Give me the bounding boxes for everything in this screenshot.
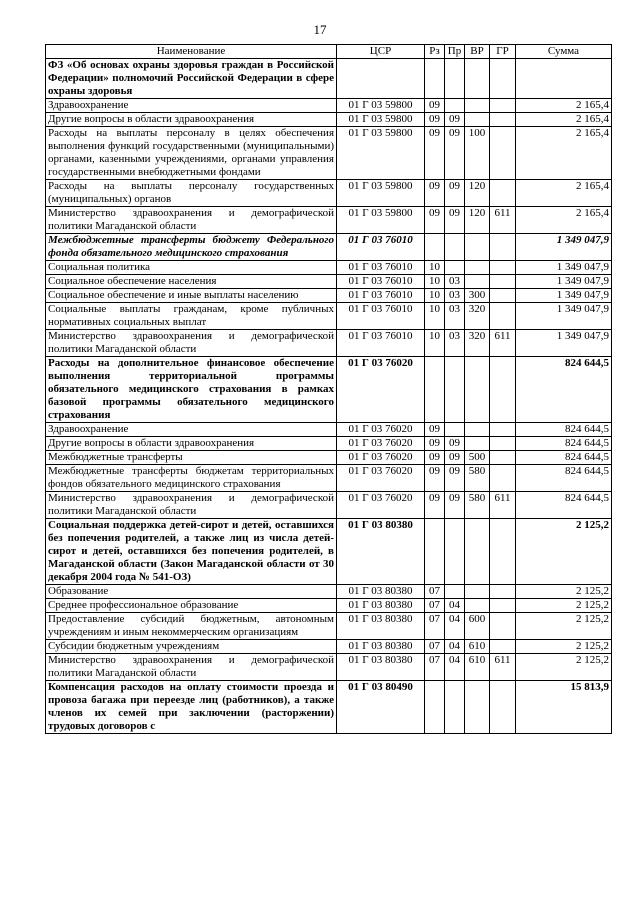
- table-row: [46, 681, 612, 734]
- row-vr-cell: 320: [465, 303, 490, 330]
- table-row: [46, 437, 612, 451]
- table-row: [46, 99, 612, 113]
- row-pr-cell: [445, 519, 465, 585]
- row-vr-cell: [465, 59, 490, 99]
- row-csr-cell: 01 Г 03 80380: [337, 519, 425, 585]
- header-gr: ГР: [490, 45, 516, 59]
- row-pr-cell: 09: [445, 492, 465, 519]
- row-gr-cell: [490, 681, 516, 734]
- table-row: [46, 613, 612, 640]
- row-csr-cell: 01 Г 03 80380: [337, 613, 425, 640]
- row-gr-cell: [490, 275, 516, 289]
- row-vr-cell: 500: [465, 451, 490, 465]
- row-rz-cell: 09: [425, 492, 445, 519]
- row-gr-cell: [490, 261, 516, 275]
- row-sum-cell: 2 125,2: [516, 613, 612, 640]
- row-rz-cell: 10: [425, 275, 445, 289]
- row-csr-cell: 01 Г 03 76020: [337, 451, 425, 465]
- row-vr-cell: [465, 599, 490, 613]
- table-row: [46, 303, 612, 330]
- row-rz-cell: [425, 234, 445, 261]
- row-sum-cell: 2 125,2: [516, 640, 612, 654]
- row-name-cell: Расходы на дополнительное финансовое обеспечение выполнения территориальной программы обязательного медицинского страхования в рамках базовой программы обязательного медицинского страхования: [46, 357, 337, 423]
- row-vr-cell: [465, 275, 490, 289]
- row-csr-cell: 01 Г 03 80380: [337, 599, 425, 613]
- row-sum-cell: 2 165,4: [516, 99, 612, 113]
- row-pr-cell: 04: [445, 654, 465, 681]
- row-gr-cell: 611: [490, 492, 516, 519]
- row-gr-cell: [490, 613, 516, 640]
- row-csr-cell: 01 Г 03 80380: [337, 640, 425, 654]
- row-gr-cell: 611: [490, 654, 516, 681]
- row-sum-cell: [516, 59, 612, 99]
- row-gr-cell: [490, 585, 516, 599]
- row-sum-cell: 1 349 047,9: [516, 234, 612, 261]
- row-gr-cell: [490, 180, 516, 207]
- row-vr-cell: [465, 519, 490, 585]
- row-name-cell: Социальные выплаты гражданам, кроме публичных нормативных социальных выплат: [46, 303, 337, 330]
- row-rz-cell: 09: [425, 423, 445, 437]
- table-row: [46, 289, 612, 303]
- row-name-cell: ФЗ «Об основах охраны здоровья граждан в Российской Федерации» полномочий Российской Федерации в сфере охраны здоровья: [46, 59, 337, 99]
- row-rz-cell: 09: [425, 127, 445, 180]
- row-name-cell: Здравоохранение: [46, 99, 337, 113]
- row-pr-cell: [445, 423, 465, 437]
- table-row: [46, 599, 612, 613]
- row-vr-cell: 120: [465, 180, 490, 207]
- row-rz-cell: 07: [425, 654, 445, 681]
- row-sum-cell: 1 349 047,9: [516, 275, 612, 289]
- row-vr-cell: [465, 113, 490, 127]
- row-rz-cell: 10: [425, 330, 445, 357]
- row-pr-cell: 09: [445, 437, 465, 451]
- row-sum-cell: 824 644,5: [516, 437, 612, 451]
- row-pr-cell: 09: [445, 451, 465, 465]
- row-vr-cell: [465, 681, 490, 734]
- row-rz-cell: [425, 59, 445, 99]
- row-rz-cell: 07: [425, 599, 445, 613]
- row-vr-cell: 580: [465, 492, 490, 519]
- row-gr-cell: [490, 59, 516, 99]
- row-gr-cell: [490, 465, 516, 492]
- row-vr-cell: 300: [465, 289, 490, 303]
- row-csr-cell: 01 Г 03 76020: [337, 492, 425, 519]
- row-rz-cell: 07: [425, 640, 445, 654]
- row-csr-cell: 01 Г 03 76010: [337, 261, 425, 275]
- row-name-cell: Образование: [46, 585, 337, 599]
- row-pr-cell: 03: [445, 330, 465, 357]
- row-csr-cell: 01 Г 03 76010: [337, 275, 425, 289]
- budget-table: [45, 44, 612, 734]
- row-vr-cell: 120: [465, 207, 490, 234]
- header-csr: ЦСР: [337, 45, 425, 59]
- row-sum-cell: 1 349 047,9: [516, 261, 612, 275]
- table-row: [46, 261, 612, 275]
- row-name-cell: Предоставление субсидий бюджетным, автономным учреждениям и иным некоммерческим организациям: [46, 613, 337, 640]
- row-sum-cell: 824 644,5: [516, 357, 612, 423]
- row-sum-cell: 2 125,2: [516, 599, 612, 613]
- row-vr-cell: [465, 234, 490, 261]
- row-csr-cell: 01 Г 03 59800: [337, 180, 425, 207]
- row-name-cell: Среднее профессиональное образование: [46, 599, 337, 613]
- row-pr-cell: 09: [445, 180, 465, 207]
- row-vr-cell: [465, 261, 490, 275]
- row-sum-cell: 2 125,2: [516, 519, 612, 585]
- row-vr-cell: [465, 99, 490, 113]
- row-name-cell: Здравоохранение: [46, 423, 337, 437]
- row-pr-cell: [445, 357, 465, 423]
- table-row: [46, 59, 612, 99]
- row-sum-cell: 2 165,4: [516, 207, 612, 234]
- row-sum-cell: 1 349 047,9: [516, 330, 612, 357]
- table-row: [46, 465, 612, 492]
- row-rz-cell: 09: [425, 465, 445, 492]
- row-pr-cell: 09: [445, 127, 465, 180]
- row-gr-cell: [490, 234, 516, 261]
- row-gr-cell: [490, 423, 516, 437]
- row-sum-cell: 824 644,5: [516, 492, 612, 519]
- row-csr-cell: 01 Г 03 76020: [337, 423, 425, 437]
- row-sum-cell: 15 813,9: [516, 681, 612, 734]
- row-gr-cell: [490, 289, 516, 303]
- row-rz-cell: 07: [425, 613, 445, 640]
- row-pr-cell: [445, 99, 465, 113]
- row-pr-cell: 03: [445, 303, 465, 330]
- table-row: [46, 234, 612, 261]
- row-csr-cell: 01 Г 03 76010: [337, 234, 425, 261]
- table-row: [46, 275, 612, 289]
- table-row: [46, 585, 612, 599]
- row-sum-cell: 2 165,4: [516, 127, 612, 180]
- row-pr-cell: 03: [445, 275, 465, 289]
- row-csr-cell: 01 Г 03 76010: [337, 330, 425, 357]
- row-rz-cell: 09: [425, 99, 445, 113]
- row-name-cell: Межбюджетные трансферты бюджету Федерального фонда обязательного медицинского страхования: [46, 234, 337, 261]
- row-rz-cell: 09: [425, 437, 445, 451]
- table-row: [46, 127, 612, 180]
- row-rz-cell: 09: [425, 180, 445, 207]
- row-pr-cell: 03: [445, 289, 465, 303]
- row-pr-cell: [445, 681, 465, 734]
- row-rz-cell: [425, 519, 445, 585]
- row-gr-cell: 611: [490, 330, 516, 357]
- table-body: [46, 59, 612, 734]
- row-csr-cell: 01 Г 03 76010: [337, 303, 425, 330]
- row-vr-cell: 610: [465, 654, 490, 681]
- header-sum: Сумма: [516, 45, 612, 59]
- row-vr-cell: 600: [465, 613, 490, 640]
- row-name-cell: Министерство здравоохранения и демографической политики Магаданской области: [46, 654, 337, 681]
- row-vr-cell: [465, 437, 490, 451]
- row-gr-cell: [490, 357, 516, 423]
- row-pr-cell: 04: [445, 640, 465, 654]
- header-pr: Пр: [445, 45, 465, 59]
- table-row: [46, 207, 612, 234]
- row-name-cell: Социальное обеспечение населения: [46, 275, 337, 289]
- row-pr-cell: [445, 59, 465, 99]
- row-sum-cell: 1 349 047,9: [516, 289, 612, 303]
- row-gr-cell: [490, 437, 516, 451]
- header-name: Наименование: [46, 45, 337, 59]
- row-pr-cell: [445, 234, 465, 261]
- row-name-cell: Другие вопросы в области здравоохранения: [46, 113, 337, 127]
- table-row: [46, 180, 612, 207]
- row-gr-cell: [490, 113, 516, 127]
- row-name-cell: Субсидии бюджетным учреждениям: [46, 640, 337, 654]
- header-row: [46, 45, 612, 59]
- table-row: [46, 113, 612, 127]
- row-name-cell: Расходы на выплаты персоналу в целях обеспечения выполнения функций государственными (муниципальными) органами, казенными учреждениями, органами управления государственными внебюджетными фондами: [46, 127, 337, 180]
- row-pr-cell: 04: [445, 599, 465, 613]
- row-name-cell: Министерство здравоохранения и демографической политики Магаданской области: [46, 492, 337, 519]
- row-gr-cell: [490, 640, 516, 654]
- row-gr-cell: 611: [490, 207, 516, 234]
- row-gr-cell: [490, 303, 516, 330]
- row-csr-cell: 01 Г 03 59800: [337, 127, 425, 180]
- row-csr-cell: 01 Г 03 59800: [337, 113, 425, 127]
- table-row: [46, 492, 612, 519]
- row-pr-cell: 09: [445, 465, 465, 492]
- row-pr-cell: 04: [445, 613, 465, 640]
- row-vr-cell: [465, 423, 490, 437]
- row-sum-cell: 1 349 047,9: [516, 303, 612, 330]
- table-row: [46, 640, 612, 654]
- row-vr-cell: 320: [465, 330, 490, 357]
- row-csr-cell: 01 Г 03 80380: [337, 654, 425, 681]
- row-csr-cell: 01 Г 03 76020: [337, 357, 425, 423]
- row-csr-cell: 01 Г 03 80380: [337, 585, 425, 599]
- header-rz: Рз: [425, 45, 445, 59]
- row-pr-cell: 09: [445, 113, 465, 127]
- row-rz-cell: [425, 357, 445, 423]
- table-row: [46, 357, 612, 423]
- row-csr-cell: 01 Г 03 59800: [337, 207, 425, 234]
- table-row: [46, 423, 612, 437]
- row-name-cell: Министерство здравоохранения и демографической политики Магаданской области: [46, 330, 337, 357]
- row-pr-cell: [445, 261, 465, 275]
- row-csr-cell: 01 Г 03 80490: [337, 681, 425, 734]
- row-rz-cell: 07: [425, 585, 445, 599]
- row-sum-cell: 824 644,5: [516, 465, 612, 492]
- row-gr-cell: [490, 451, 516, 465]
- row-name-cell: Межбюджетные трансферты: [46, 451, 337, 465]
- row-csr-cell: 01 Г 03 76010: [337, 289, 425, 303]
- row-sum-cell: 2 125,2: [516, 654, 612, 681]
- row-rz-cell: 10: [425, 261, 445, 275]
- row-gr-cell: [490, 127, 516, 180]
- row-vr-cell: 100: [465, 127, 490, 180]
- row-sum-cell: 824 644,5: [516, 423, 612, 437]
- header-vr: ВР: [465, 45, 490, 59]
- row-gr-cell: [490, 519, 516, 585]
- row-gr-cell: [490, 99, 516, 113]
- row-sum-cell: 2 125,2: [516, 585, 612, 599]
- row-rz-cell: 09: [425, 207, 445, 234]
- row-name-cell: Социальная политика: [46, 261, 337, 275]
- page-number: 17: [313, 22, 327, 37]
- row-vr-cell: 580: [465, 465, 490, 492]
- row-name-cell: Социальная поддержка детей-сирот и детей, оставшихся без попечения родителей, а также лиц из числа детей-сирот и детей, оставшихся без попечения родителей, в Магаданской области (Закон Магаданской области от 30 декабря 2004 года № 541-ОЗ): [46, 519, 337, 585]
- row-name-cell: Межбюджетные трансферты бюджетам территориальных фондов обязательного медицинского страхования: [46, 465, 337, 492]
- table-row: [46, 519, 612, 585]
- row-rz-cell: [425, 681, 445, 734]
- row-gr-cell: [490, 599, 516, 613]
- row-vr-cell: [465, 585, 490, 599]
- row-rz-cell: 09: [425, 113, 445, 127]
- row-rz-cell: 10: [425, 289, 445, 303]
- row-csr-cell: [337, 59, 425, 99]
- row-rz-cell: 10: [425, 303, 445, 330]
- row-name-cell: Другие вопросы в области здравоохранения: [46, 437, 337, 451]
- row-name-cell: Министерство здравоохранения и демографической политики Магаданской области: [46, 207, 337, 234]
- table-row: [46, 654, 612, 681]
- row-name-cell: Расходы на выплаты персоналу государственных (муниципальных) органов: [46, 180, 337, 207]
- row-sum-cell: 2 165,4: [516, 180, 612, 207]
- row-name-cell: Социальное обеспечение и иные выплаты населению: [46, 289, 337, 303]
- row-vr-cell: 610: [465, 640, 490, 654]
- row-pr-cell: 09: [445, 207, 465, 234]
- row-rz-cell: 09: [425, 451, 445, 465]
- table-row: [46, 330, 612, 357]
- table-row: [46, 451, 612, 465]
- row-csr-cell: 01 Г 03 59800: [337, 99, 425, 113]
- row-name-cell: Компенсация расходов на оплату стоимости проезда и провоза багажа при переезде лиц (работников), а также членов их семей при заключении (расторжении) трудовых договоров с: [46, 681, 337, 734]
- row-sum-cell: 824 644,5: [516, 451, 612, 465]
- row-vr-cell: [465, 357, 490, 423]
- row-sum-cell: 2 165,4: [516, 113, 612, 127]
- row-csr-cell: 01 Г 03 76020: [337, 437, 425, 451]
- row-csr-cell: 01 Г 03 76020: [337, 465, 425, 492]
- row-pr-cell: [445, 585, 465, 599]
